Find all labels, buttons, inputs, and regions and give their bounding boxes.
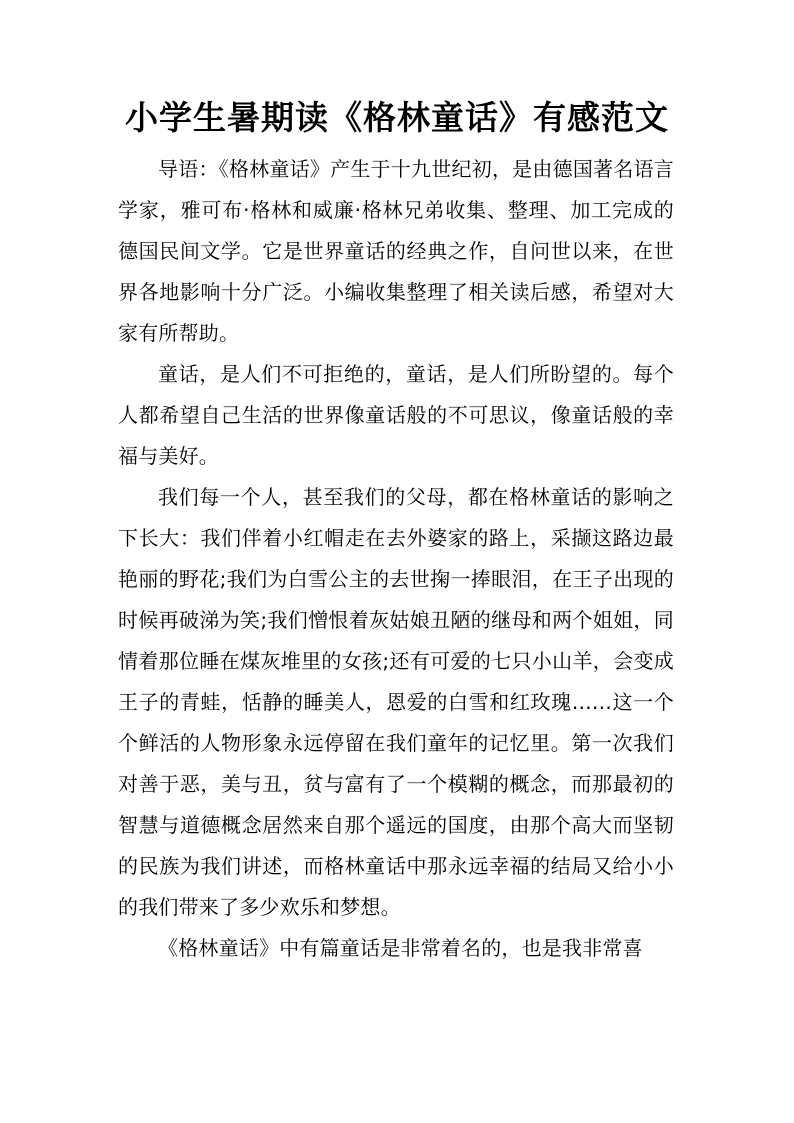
document-title: 小学生暑期读《格林童话》有感范文: [125, 98, 669, 137]
paragraph: 《格林童话》中有篇童话是非常着名的，也是我非常喜: [158, 936, 643, 960]
paragraph: 童话，是人们不可拒绝的，童话，是人们所盼望的。每个人都希望自己生活的世界像童话般的不可思议，像童话般的幸福与美好。: [118, 362, 674, 468]
paragraph-intro: 导语：《格林童话》产生于十九世纪初，是由德国著名语言学家，雅可布·格林和威廉·格林兄弟收集、整理、加工完成的德国民间文学。它是世界童话的经典之作，自问世以来，在世界各地影响十分广泛。小编收集整理了相关读后感，希望对大家有所帮助。: [118, 157, 674, 345]
document-body: [118, 149, 674, 969]
paragraph: 我们每一个人，甚至我们的父母，都在格林童话的影响之下长大：我们伴着小红帽走在去外婆家的路上，采撷这路边最艳丽的野花;我们为白雪公主的去世掬一捧眼泪，在王子出现的时候再破涕为笑;我们憎恨着灰姑娘丑陋的继母和两个姐姐，同情着那位睡在煤灰堆里的女孩;还有可爱的七只小山羊，会变成王子的青蛙，恬静的睡美人，恩爱的白雪和红玫瑰……这一个个鲜活的人物形象永远停留在我们童年的记忆里。第一次我们对善于恶，美与丑，贫与富有了一个模糊的概念，而那最初的智慧与道德概念居然来自那个遥远的国度，由那个高大而坚韧的民族为我们讲述，而格林童话中那永远幸福的结局又给小小的我们带来了多少欢乐和梦想。: [118, 485, 674, 919]
